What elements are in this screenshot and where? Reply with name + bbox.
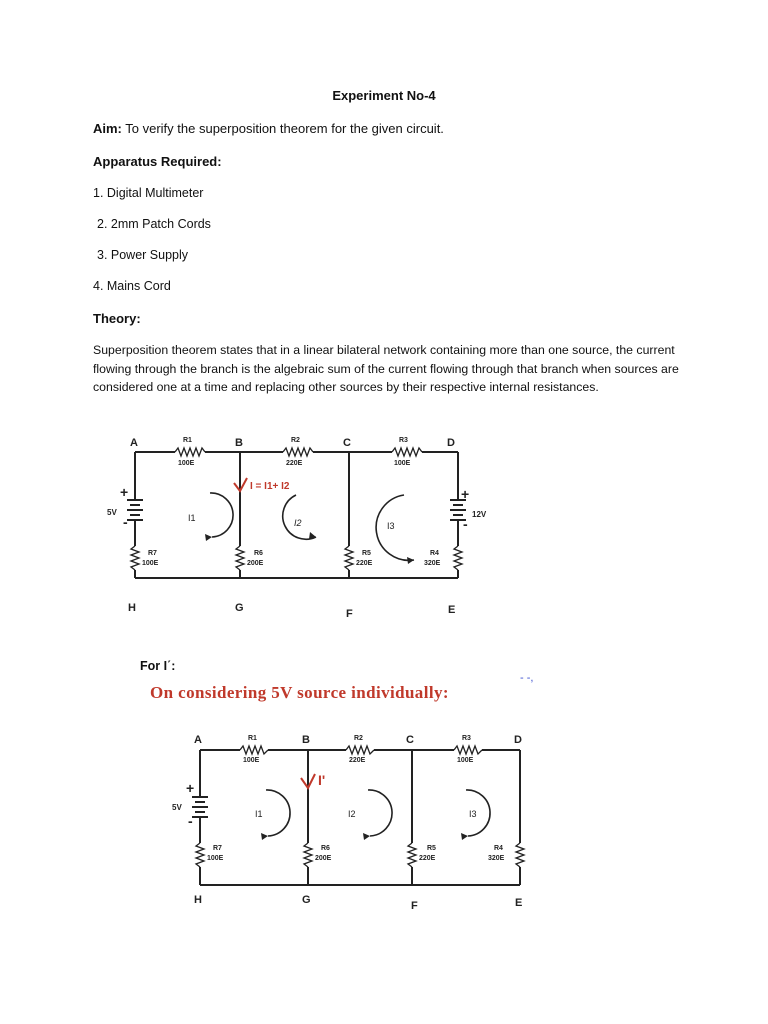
for-label: For I΄: xyxy=(140,659,176,673)
c2-r7-value: 100E xyxy=(207,855,224,862)
c1-r3-value: 100E xyxy=(394,460,411,467)
theory-paragraph: Superposition theorem states that in a linear bilateral network containing more than one source, the current flowing through the branch is the algebraic sum of the current flowing through that branch when sources are considered one at a time and replacing other sources by their respective internal resistances. xyxy=(93,343,679,394)
apparatus-item-2: 2. 2mm Patch Cords xyxy=(97,217,211,231)
c1-5v-plus: + xyxy=(120,484,129,500)
c1-r7-value: 100E xyxy=(142,560,159,567)
c1-node-b: B xyxy=(235,437,243,449)
c1-r6-value: 200E xyxy=(247,560,264,567)
c2-node-f: F xyxy=(411,900,418,912)
c1-12v-plus: + xyxy=(461,486,470,502)
c2-r5-name: R5 xyxy=(427,845,436,852)
c1-r3-name: R3 xyxy=(399,437,408,444)
c1-node-g: G xyxy=(235,602,244,614)
c2-r2-value: 220E xyxy=(349,757,366,764)
c2-loop-arrow-i2 xyxy=(368,790,392,836)
c2-node-b: B xyxy=(302,734,310,746)
c2-r7-name: R7 xyxy=(213,845,222,852)
c2-5v-minus: - xyxy=(188,813,193,829)
c1-node-f: F xyxy=(346,608,353,620)
c2-r3-name: R3 xyxy=(462,735,471,742)
c1-node-h: H xyxy=(128,602,136,614)
c1-12v-minus: - xyxy=(463,516,468,532)
c1-loop-i3: I3 xyxy=(387,521,395,531)
c1-r1-value: 100E xyxy=(178,460,195,467)
c1-r2-value: 220E xyxy=(286,460,303,467)
c1-r1-name: R1 xyxy=(183,437,192,444)
c1-current-annotation: I = I1+ I2 xyxy=(250,481,290,492)
c1-r4-value: 320E xyxy=(424,560,441,567)
c2-loop-arrow-i1 xyxy=(266,790,290,836)
c1-r5-name: R5 xyxy=(362,550,371,557)
apparatus-item-4: 4. Mains Cord xyxy=(93,279,171,293)
c1-source-12v: 12V xyxy=(472,510,487,519)
c1-loop-i1: I1 xyxy=(188,513,196,523)
c2-r1-value: 100E xyxy=(243,757,260,764)
c2-node-h: H xyxy=(194,894,202,906)
aim-label: Aim: xyxy=(93,121,122,136)
page-title: Experiment No-4 xyxy=(332,88,436,103)
c2-r4-value: 320E xyxy=(488,855,505,862)
c1-loop-i2: I2 xyxy=(294,518,302,528)
theory-heading: Theory: xyxy=(93,311,141,326)
c2-r1-name: R1 xyxy=(248,735,257,742)
c2-loop-i1: I1 xyxy=(255,809,263,819)
c2-r5-value: 220E xyxy=(419,855,436,862)
c1-5v-minus: - xyxy=(123,514,128,530)
c1-r7-name: R7 xyxy=(148,550,157,557)
c1-r6-name: R6 xyxy=(254,550,263,557)
c2-r2-name: R2 xyxy=(354,735,363,742)
considering-heading: On considering 5V source individually: xyxy=(150,683,449,702)
c1-r4-name: R4 xyxy=(430,550,439,557)
stray-mark: - -, xyxy=(520,672,534,684)
c2-r3-value: 100E xyxy=(457,757,474,764)
c2-node-e: E xyxy=(515,897,523,909)
c1-node-d: D xyxy=(447,437,455,449)
c2-loop-i2: I2 xyxy=(348,809,356,819)
c2-node-c: C xyxy=(406,734,414,746)
apparatus-heading: Apparatus Required: xyxy=(93,154,222,169)
c2-r6-value: 200E xyxy=(315,855,332,862)
c2-node-a: A xyxy=(194,734,202,746)
c1-node-c: C xyxy=(343,437,351,449)
aim-text: To verify the superposition theorem for the given circuit. xyxy=(121,121,444,136)
c1-node-e: E xyxy=(448,604,456,616)
c1-node-a: A xyxy=(130,437,138,449)
c2-node-g: G xyxy=(302,894,311,906)
c2-node-d: D xyxy=(514,734,522,746)
apparatus-item-1: 1. Digital Multimeter xyxy=(93,186,204,200)
c2-loop-i3: I3 xyxy=(469,809,477,819)
apparatus-item-3: 3. Power Supply xyxy=(97,248,189,262)
c2-current-annotation: I' xyxy=(318,772,326,788)
c1-r5-value: 220E xyxy=(356,560,373,567)
c2-r6-name: R6 xyxy=(321,845,330,852)
c1-source-5v: 5V xyxy=(107,508,117,517)
c2-source-5v: 5V xyxy=(172,803,182,812)
c2-5v-plus: + xyxy=(186,780,195,796)
c1-r2-name: R2 xyxy=(291,437,300,444)
c2-r4-name: R4 xyxy=(494,845,503,852)
